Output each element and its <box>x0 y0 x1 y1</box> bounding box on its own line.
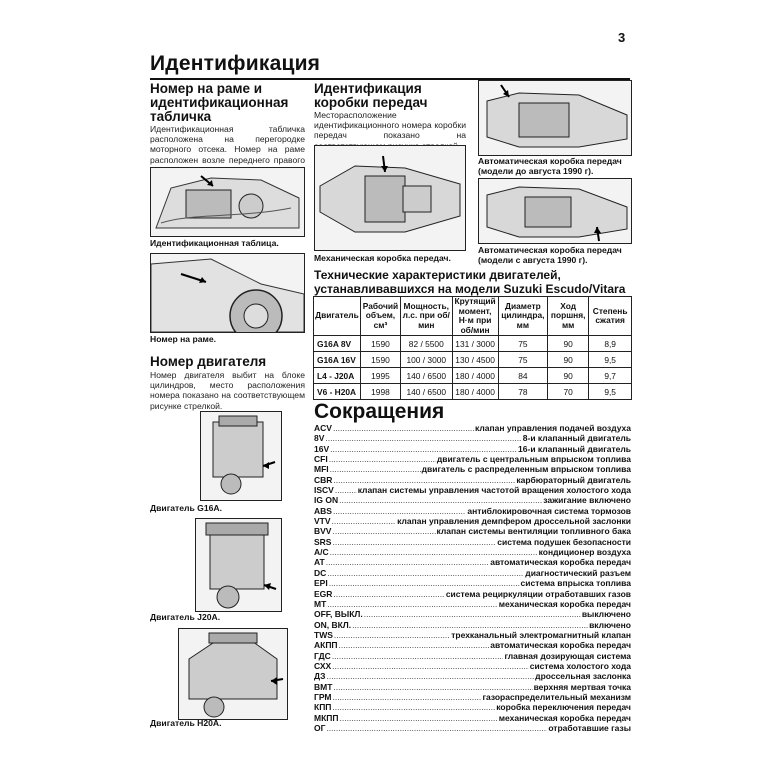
dot-leader <box>333 475 515 485</box>
auto-gearbox-new-illustration <box>478 178 632 244</box>
abbreviation-key: ON, ВКЛ. <box>314 619 352 630</box>
abbreviation-definition: двигатель с центральным впрыском топлива <box>436 454 631 465</box>
cell-compression: 9,7 <box>589 368 632 384</box>
abbreviation-key: ДЗ <box>314 671 326 682</box>
abbreviation-row <box>314 516 631 526</box>
abbreviation-row <box>314 713 631 723</box>
abbreviation-definition: главная дозирующая система <box>504 650 631 661</box>
table-row <box>314 352 632 368</box>
dot-leader <box>329 578 520 588</box>
dot-leader <box>339 495 542 505</box>
gearbox-id-heading-line: коробки передач <box>314 95 428 110</box>
cell-stroke: 90 <box>548 368 589 384</box>
abbreviation-key: EPI <box>314 578 328 589</box>
abbreviation-row <box>314 475 631 485</box>
cell-compression: 9,5 <box>589 384 632 400</box>
dot-leader <box>333 589 444 599</box>
engine-j20a-illustration <box>195 518 282 612</box>
auto-gearbox-old-illustration <box>478 80 632 156</box>
frame-plate-text: Идентификационная табличка расположена на перегородке моторного отсека. Номер на раме расположен возле переднего правого <box>150 124 305 165</box>
abbreviation-key: ГДС <box>314 650 331 661</box>
abbreviation-key: ГРМ <box>314 691 332 702</box>
cell-bore: 84 <box>498 368 547 384</box>
abbreviation-definition: диагностический разъем <box>525 567 631 578</box>
cell-displacement: 1995 <box>360 368 400 384</box>
cell-compression: 9,5 <box>589 352 632 368</box>
cell-power: 140 / 6500 <box>401 384 453 400</box>
header-displacement: Рабочий объем, см³ <box>360 297 400 336</box>
table-row <box>314 384 632 400</box>
cell-torque: 180 / 4000 <box>452 368 498 384</box>
abbreviation-definition: механическая коробка передач <box>498 712 631 723</box>
abbreviation-definition: клапан управления демпфером дроссельной заслонки <box>397 516 631 527</box>
dot-leader <box>326 723 547 733</box>
frame-plate-heading <box>150 82 300 124</box>
frame-plate-heading-line: идентификационная <box>150 95 289 110</box>
dot-leader <box>340 713 498 723</box>
table-row <box>314 336 632 352</box>
abbreviation-key: IG ON <box>314 495 339 506</box>
auto-gearbox-new-drawing <box>479 179 631 243</box>
engine-specs-title-line: устанавливавшихся на модели Suzuki Escudo/Vitara <box>314 282 626 296</box>
cell-power: 140 / 6500 <box>401 368 453 384</box>
abbreviation-key: ОГ <box>314 722 326 733</box>
abbreviation-row <box>314 702 631 712</box>
abbreviation-row <box>314 506 631 516</box>
abbreviation-definition: 8-и клапанный двигатель <box>522 433 631 444</box>
engine-specs-table <box>313 296 632 400</box>
engine-j20a-drawing <box>196 519 281 611</box>
dot-leader <box>325 433 521 443</box>
engine-number-heading: Номер двигателя <box>150 354 267 369</box>
abbreviation-definition: система рециркуляции отработавших газов <box>445 588 631 599</box>
abbreviation-row <box>314 578 631 588</box>
abbreviations-title: Сокращения <box>314 400 445 423</box>
abbreviation-key: VTV <box>314 516 331 527</box>
abbreviation-row <box>314 464 631 474</box>
dot-leader <box>327 599 497 609</box>
abbreviation-key: МКПП <box>314 712 339 723</box>
engine-g16a-caption: Двигатель G16A. <box>150 503 223 513</box>
abbreviation-key: ВМТ <box>314 681 333 692</box>
abbreviation-key: BVV <box>314 526 332 537</box>
abbreviation-definition: выключено <box>581 609 631 620</box>
abbreviation-row <box>314 485 631 495</box>
abbreviation-definition: механическая коробка передач <box>498 598 631 609</box>
abbreviation-key: EGR <box>314 588 333 599</box>
abbreviation-key: КПП <box>314 702 332 713</box>
abbreviation-definition: клапан системы вентиляции топливного бака <box>436 526 631 537</box>
cell-displacement: 1590 <box>360 336 400 352</box>
header-power: Мощность, л.с. при об/мин <box>401 297 453 336</box>
frame-wheel-drawing <box>151 254 304 332</box>
abbreviation-row <box>314 433 631 443</box>
abbreviation-row <box>314 723 631 733</box>
dot-leader <box>332 651 504 661</box>
abbreviation-definition: клапан управления подачей воздуха <box>474 423 631 433</box>
engine-specs-title-line: Технические характеристики двигателей, <box>314 268 561 282</box>
dot-leader <box>326 671 534 681</box>
gearbox-id-text: Месторасположение идентификационного номера коробки передач показано на <box>314 110 466 141</box>
cell-stroke: 90 <box>548 352 589 368</box>
cell-torque: 131 / 3000 <box>452 336 498 352</box>
dot-leader <box>339 640 490 650</box>
abbreviation-key: A/C <box>314 547 329 558</box>
cell-engine: V6 - H20A <box>314 384 361 400</box>
dot-leader <box>334 630 450 640</box>
cell-engine: L4 - J20A <box>314 368 361 384</box>
manual-gearbox-illustration <box>314 145 466 251</box>
abbreviation-key: АКПП <box>314 640 338 651</box>
abbreviation-key: СХХ <box>314 660 332 671</box>
auto-gearbox-old-caption <box>478 156 630 176</box>
cell-bore: 75 <box>498 336 547 352</box>
abbreviation-key: MFI <box>314 464 329 475</box>
abbreviation-key: AT <box>314 557 325 568</box>
page-title: Идентификация <box>150 52 321 75</box>
auto-gearbox-new-caption <box>478 245 630 265</box>
abbreviation-row <box>314 692 631 702</box>
abbreviation-definition: кондиционер воздуха <box>538 547 631 558</box>
abbreviation-key: SRS <box>314 536 332 547</box>
specs-header-row <box>314 297 632 336</box>
cell-power: 100 / 3000 <box>401 352 453 368</box>
engine-g16a-illustration <box>200 411 282 501</box>
dot-leader <box>330 444 517 454</box>
abbreviation-definition: дроссельная заслонка <box>535 671 631 682</box>
abbreviation-definition: отработавшие газы <box>548 722 631 733</box>
gearbox-id-heading-line: Идентификация <box>314 81 422 96</box>
header-bore: Диаметр цилиндра, мм <box>498 297 547 336</box>
engine-h20a-drawing <box>179 629 287 719</box>
dot-leader <box>332 692 481 702</box>
dot-leader <box>332 516 397 526</box>
abbreviation-key: 8V <box>314 433 325 444</box>
abbreviation-definition: автоматическая коробка передач <box>490 557 631 568</box>
abbreviation-definition: двигатель с распределенным впрыском топлива <box>421 464 631 475</box>
auto-gearbox-old-caption-line: (модели до августа 1990 г). <box>478 166 594 176</box>
abbreviation-row <box>314 547 631 557</box>
abbreviation-definition: зажигание включено <box>543 495 631 506</box>
abbreviation-row <box>314 651 631 661</box>
abbreviation-row <box>314 444 631 454</box>
abbreviation-row <box>314 661 631 671</box>
abbreviation-key: OFF, ВЫКЛ. <box>314 609 363 620</box>
abbreviation-key: CFI <box>314 454 328 465</box>
cell-engine: G16A 8V <box>314 336 361 352</box>
engine-g16a-drawing <box>201 412 281 500</box>
dot-leader <box>332 526 435 536</box>
cell-engine: G16A 16V <box>314 352 361 368</box>
abbreviation-definition: верхняя мертвая точка <box>533 681 631 692</box>
abbreviation-row <box>314 537 631 547</box>
dot-leader <box>332 537 496 547</box>
abbreviation-key: ISCV <box>314 485 334 496</box>
abbreviation-row <box>314 682 631 692</box>
abbreviation-key: CBR <box>314 474 333 485</box>
cell-bore: 75 <box>498 352 547 368</box>
header-engine: Двигатель <box>314 297 361 336</box>
abbreviation-definition: включено <box>589 619 631 630</box>
dot-leader <box>333 506 466 516</box>
abbreviation-row <box>314 423 631 433</box>
gearbox-id-heading <box>314 82 474 110</box>
abbreviation-row <box>314 620 631 630</box>
abbreviation-row <box>314 599 631 609</box>
abbreviation-key: DC <box>314 567 327 578</box>
dot-leader <box>332 661 529 671</box>
dot-leader <box>330 464 421 474</box>
dot-leader <box>333 682 532 692</box>
abbreviation-row <box>314 526 631 536</box>
abbreviation-row <box>314 630 631 640</box>
abbreviation-row <box>314 454 631 464</box>
manual-gearbox-drawing <box>315 146 465 250</box>
abbreviation-definition: карбюраторный двигатель <box>516 474 631 485</box>
cell-torque: 130 / 4500 <box>452 352 498 368</box>
dot-leader <box>364 609 581 619</box>
cell-displacement: 1590 <box>360 352 400 368</box>
header-torque: Крутящий момент, Н·м при об/мин <box>452 297 498 336</box>
auto-gearbox-old-caption-line: Автоматическая коробка передач <box>478 156 622 166</box>
cell-compression: 8,9 <box>589 336 632 352</box>
auto-gearbox-old-drawing <box>479 81 631 155</box>
abbreviation-definition: 16-и клапанный двигатель <box>518 443 631 454</box>
dot-leader <box>326 557 490 567</box>
manual-gearbox-caption: Механическая коробка передач. <box>314 253 451 263</box>
frame-number-caption: Номер на раме. <box>150 334 217 344</box>
id-plate-caption: Идентификационная таблица. <box>150 238 279 248</box>
abbreviation-row <box>314 557 631 567</box>
abbreviation-definition: система впрыска топлива <box>520 578 631 589</box>
engine-bay-drawing <box>151 168 304 236</box>
dot-leader <box>352 620 588 630</box>
abbreviation-row <box>314 589 631 599</box>
abbreviation-key: TWS <box>314 629 333 640</box>
auto-gearbox-new-caption-line: Автоматическая коробка передач <box>478 245 622 255</box>
abbreviation-row <box>314 671 631 681</box>
frame-number-illustration <box>150 253 305 333</box>
engine-j20a-caption: Двигатель J20A. <box>150 612 221 622</box>
dot-leader <box>332 702 495 712</box>
cell-stroke: 70 <box>548 384 589 400</box>
abbreviation-definition: газораспределительный механизм <box>482 691 631 702</box>
abbreviation-key: MT <box>314 598 327 609</box>
abbreviation-definition: антиблокировочная система тормозов <box>467 505 631 516</box>
cell-stroke: 90 <box>548 336 589 352</box>
frame-plate-heading-line: табличка <box>150 109 212 124</box>
abbreviation-row <box>314 640 631 650</box>
abbreviations-list <box>314 423 631 733</box>
table-row <box>314 368 632 384</box>
abbreviation-definition: клапан системы управления частотой вращения холостого хода <box>357 485 631 496</box>
abbreviation-definition: система подушек безопасности <box>497 536 631 547</box>
page-number: 3 <box>618 30 626 45</box>
abbreviation-key: ACV <box>314 423 332 433</box>
dot-leader <box>335 485 357 495</box>
header-stroke: Ход поршня, мм <box>548 297 589 336</box>
abbreviation-key: ABS <box>314 505 332 516</box>
cell-bore: 78 <box>498 384 547 400</box>
abbreviation-row <box>314 568 631 578</box>
dot-leader <box>327 568 524 578</box>
frame-plate-heading-line: Номер на раме и <box>150 81 263 96</box>
engine-specs-title <box>314 268 625 296</box>
abbreviation-definition: автоматическая коробка передач <box>490 640 631 651</box>
engine-number-text: Номер двигателя выбит на блоке цилиндров, место расположения номера показано на соответствующем рисунке стрелкой. <box>150 370 305 411</box>
abbreviation-definition: трехканальный электромагнитный клапан <box>451 629 631 640</box>
cell-power: 82 / 5500 <box>401 336 453 352</box>
engine-h20a-caption: Двигатель H20A. <box>150 718 222 728</box>
abbreviation-definition: система холостого хода <box>529 660 631 671</box>
abbreviation-row <box>314 609 631 619</box>
cell-displacement: 1998 <box>360 384 400 400</box>
cell-torque: 180 / 4000 <box>452 384 498 400</box>
engine-bay-illustration <box>150 167 305 237</box>
engine-h20a-illustration <box>178 628 288 720</box>
dot-leader <box>329 454 436 464</box>
dot-leader <box>330 547 538 557</box>
dot-leader <box>333 423 474 433</box>
abbreviation-row <box>314 495 631 505</box>
header-compression: Степень сжатия <box>589 297 632 336</box>
abbreviation-key: 16V <box>314 443 330 454</box>
abbreviation-definition: коробка переключения передач <box>496 702 631 713</box>
auto-gearbox-new-caption-line: (модели с августа 1990 г). <box>478 255 588 265</box>
